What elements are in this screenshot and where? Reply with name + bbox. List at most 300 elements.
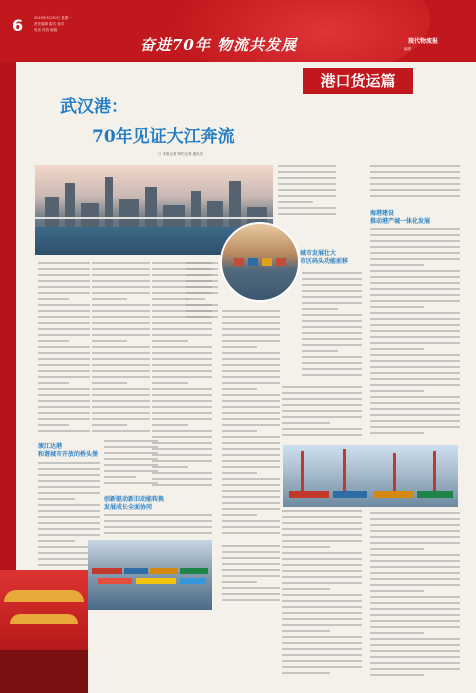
text-line xyxy=(92,364,150,366)
text-line xyxy=(92,418,150,420)
text-line xyxy=(222,430,257,432)
building xyxy=(45,197,59,227)
text-line xyxy=(222,472,257,474)
text-line xyxy=(222,394,280,396)
text-line xyxy=(370,408,460,410)
text-line xyxy=(302,332,362,334)
text-line xyxy=(222,412,280,414)
building xyxy=(105,177,113,227)
container-stack xyxy=(333,491,367,498)
text-line xyxy=(104,482,158,484)
subhead-4: 海港建设 推动港产城一体化发展 xyxy=(370,210,431,225)
text-line xyxy=(222,346,257,348)
text-line xyxy=(222,490,280,492)
text-line xyxy=(370,590,424,592)
text-line xyxy=(370,306,424,308)
text-line xyxy=(38,370,90,372)
text-line xyxy=(370,396,460,398)
text-line xyxy=(302,302,362,304)
text-line xyxy=(38,516,100,518)
text-line xyxy=(104,464,158,466)
text-line xyxy=(38,364,90,366)
text-line xyxy=(38,304,90,306)
text-line xyxy=(370,342,460,344)
river-bridge xyxy=(35,217,273,219)
text-line xyxy=(370,300,460,302)
text-line xyxy=(278,177,336,179)
text-line xyxy=(370,264,424,266)
text-line xyxy=(222,502,280,504)
text-line xyxy=(302,278,362,280)
text-line xyxy=(104,476,136,478)
text-line xyxy=(222,514,257,516)
text-line xyxy=(104,452,158,454)
text-line xyxy=(38,510,100,512)
text-line xyxy=(370,608,460,610)
text-column-2b xyxy=(104,440,158,492)
text-line xyxy=(92,286,150,288)
text-line xyxy=(152,478,212,480)
text-line xyxy=(222,532,280,534)
text-line xyxy=(370,536,460,538)
article-byline: □ 本报记者 特约记者 通讯员 xyxy=(158,152,204,156)
text-line xyxy=(38,468,100,470)
text-line xyxy=(38,328,90,330)
text-line xyxy=(282,552,362,554)
text-line xyxy=(370,276,460,278)
text-line xyxy=(152,418,212,420)
tiananmen-decoration xyxy=(0,570,88,693)
text-line xyxy=(370,195,460,197)
text-line xyxy=(282,666,362,668)
building xyxy=(229,181,241,227)
text-line xyxy=(370,384,460,386)
header-meta xyxy=(34,15,184,33)
gate-roof-lower xyxy=(10,614,78,624)
text-line xyxy=(104,532,212,534)
text-line xyxy=(370,246,460,248)
container xyxy=(234,258,244,266)
text-line xyxy=(92,322,150,324)
text-line xyxy=(152,454,212,456)
text-column-5b xyxy=(302,272,362,382)
text-line xyxy=(302,326,362,328)
text-line xyxy=(38,352,90,354)
text-line xyxy=(370,674,424,676)
text-line xyxy=(92,376,150,378)
text-line xyxy=(38,492,100,494)
text-line xyxy=(38,286,90,288)
text-line xyxy=(302,344,362,346)
text-line xyxy=(302,320,362,322)
text-line xyxy=(282,576,362,578)
text-line xyxy=(370,354,460,356)
text-line xyxy=(222,322,280,324)
text-line xyxy=(92,304,150,306)
text-line xyxy=(370,234,460,236)
text-line xyxy=(370,324,460,326)
text-line xyxy=(186,316,218,318)
container-stack xyxy=(180,568,208,574)
text-line xyxy=(38,262,90,264)
text-line xyxy=(302,350,338,352)
text-line xyxy=(38,540,75,542)
text-line xyxy=(370,530,460,532)
container-stack xyxy=(92,568,122,574)
text-line xyxy=(38,394,90,396)
text-line xyxy=(222,364,280,366)
text-line xyxy=(282,612,362,614)
text-line xyxy=(38,480,100,482)
section-title: 港口货运篇 xyxy=(303,68,413,94)
text-line xyxy=(222,406,280,408)
container-stack xyxy=(417,491,453,498)
container-stack xyxy=(98,578,132,584)
text-line xyxy=(282,648,362,650)
text-line xyxy=(92,430,150,432)
text-line xyxy=(370,512,460,514)
meta-line: 责任编辑 版式 校对 xyxy=(34,22,65,26)
text-line xyxy=(282,672,330,674)
text-line xyxy=(92,310,150,312)
text-line xyxy=(370,524,460,526)
text-line xyxy=(38,280,90,282)
text-line xyxy=(222,569,280,571)
text-line xyxy=(370,662,460,664)
text-line xyxy=(104,526,212,528)
text-line xyxy=(302,296,362,298)
text-line xyxy=(282,546,330,548)
text-line xyxy=(282,534,362,536)
text-line xyxy=(282,588,330,590)
text-line xyxy=(38,334,90,336)
text-line xyxy=(370,560,460,562)
text-line xyxy=(92,292,150,294)
text-line xyxy=(282,594,362,596)
text-line xyxy=(38,406,90,408)
text-line xyxy=(38,412,90,414)
building xyxy=(119,199,139,227)
paper-name: 现代物流报 xyxy=(408,38,439,45)
text-line xyxy=(278,189,336,191)
text-line xyxy=(92,412,150,414)
text-line xyxy=(282,386,362,388)
building xyxy=(81,203,99,227)
text-line xyxy=(38,358,90,360)
text-line xyxy=(370,614,460,616)
text-line xyxy=(186,268,218,270)
text-column-6c xyxy=(370,512,460,680)
text-line xyxy=(370,402,460,404)
header-slogan: 奋进70年 物流共发展 xyxy=(140,36,298,54)
text-column-2a xyxy=(92,262,150,440)
text-line xyxy=(186,292,218,294)
container-stack xyxy=(150,568,178,574)
crane xyxy=(343,449,346,491)
text-line xyxy=(370,390,424,392)
building xyxy=(65,183,75,227)
text-line xyxy=(370,578,460,580)
text-line xyxy=(370,360,460,362)
text-line xyxy=(278,213,336,215)
text-line xyxy=(370,189,460,191)
text-line xyxy=(38,382,69,384)
text-line xyxy=(222,328,280,330)
text-line xyxy=(38,486,100,488)
text-line xyxy=(222,436,280,438)
article-title-line2: 70年见证大江奔流 xyxy=(92,127,235,147)
text-line xyxy=(370,542,460,544)
text-line xyxy=(92,274,150,276)
text-line xyxy=(38,316,90,318)
text-line xyxy=(222,448,280,450)
text-line xyxy=(186,304,218,306)
text-line xyxy=(222,520,280,522)
text-line xyxy=(370,372,460,374)
text-line xyxy=(152,352,212,354)
text-line xyxy=(282,434,362,436)
text-line xyxy=(38,424,69,426)
text-line xyxy=(152,436,212,438)
text-line xyxy=(282,654,362,656)
meta-line: 电话 传真 邮箱 xyxy=(34,28,58,32)
text-line xyxy=(278,183,336,185)
text-line xyxy=(152,484,212,486)
container-stack xyxy=(124,568,148,574)
text-line xyxy=(222,418,280,420)
container-stack xyxy=(289,491,329,498)
text-line xyxy=(38,418,90,420)
text-line xyxy=(92,268,150,270)
text-column-4a xyxy=(222,310,280,540)
text-line xyxy=(152,328,212,330)
text-line xyxy=(222,358,280,360)
text-line xyxy=(222,334,280,336)
text-line xyxy=(186,274,218,276)
text-line xyxy=(152,430,212,432)
building xyxy=(145,187,157,227)
container-stack xyxy=(180,578,206,584)
text-line xyxy=(302,368,362,370)
text-line xyxy=(104,446,158,448)
text-line xyxy=(302,362,362,364)
gate-roof xyxy=(4,590,84,602)
text-line xyxy=(152,382,188,384)
text-line xyxy=(92,358,150,360)
crane xyxy=(433,451,436,491)
text-line xyxy=(222,316,280,318)
text-line xyxy=(222,478,280,480)
text-line xyxy=(282,428,362,430)
crane xyxy=(393,453,396,491)
text-line xyxy=(282,606,362,608)
text-line xyxy=(38,340,69,342)
text-line xyxy=(302,356,362,358)
text-line xyxy=(92,400,150,402)
text-line xyxy=(302,290,362,292)
building xyxy=(191,191,201,227)
text-line xyxy=(152,376,212,378)
text-line xyxy=(92,328,150,330)
text-line xyxy=(38,462,100,464)
text-line xyxy=(92,406,150,408)
page-number: 6 xyxy=(12,16,24,35)
text-line xyxy=(370,620,460,622)
text-line xyxy=(222,310,280,312)
text-line xyxy=(370,626,460,628)
text-line xyxy=(282,660,362,662)
text-line xyxy=(222,496,280,498)
text-line xyxy=(186,310,218,312)
text-line xyxy=(92,346,150,348)
text-line xyxy=(222,545,280,547)
text-line xyxy=(152,394,212,396)
page-header xyxy=(0,0,476,62)
text-line xyxy=(222,557,280,559)
text-column-2c xyxy=(104,514,212,538)
text-line xyxy=(222,484,280,486)
text-line xyxy=(370,584,460,586)
text-line xyxy=(104,520,212,522)
text-line xyxy=(152,460,212,462)
text-line xyxy=(282,624,362,626)
text-line xyxy=(92,370,150,372)
text-line xyxy=(222,526,280,528)
text-line xyxy=(302,314,362,316)
text-line xyxy=(38,298,69,300)
text-line xyxy=(92,280,150,282)
text-line xyxy=(222,376,280,378)
text-line xyxy=(222,508,280,510)
text-line xyxy=(282,516,362,518)
text-line xyxy=(282,558,362,560)
text-line xyxy=(152,346,212,348)
text-line xyxy=(152,406,212,408)
text-line xyxy=(370,632,424,634)
building xyxy=(163,205,185,227)
text-column-6b xyxy=(370,228,460,438)
container-stack xyxy=(136,578,176,584)
text-line xyxy=(370,171,460,173)
text-line xyxy=(92,340,127,342)
text-line xyxy=(222,460,280,462)
text-line xyxy=(302,374,362,376)
text-line xyxy=(222,551,280,553)
text-line xyxy=(370,638,460,640)
text-line xyxy=(92,298,127,300)
text-column-1a xyxy=(38,262,90,440)
text-line xyxy=(38,430,90,432)
text-line xyxy=(104,514,212,516)
text-line xyxy=(282,618,362,620)
text-line xyxy=(152,322,212,324)
subhead-1: 滚江达港 和谐城市开放的桥头堡 xyxy=(38,443,99,458)
photo-container-yard xyxy=(88,540,212,610)
text-line xyxy=(302,308,338,310)
text-column-5d xyxy=(282,510,362,680)
text-line xyxy=(370,572,460,574)
article-title-line1: 武汉港： xyxy=(60,97,128,117)
text-line xyxy=(370,602,460,604)
text-line xyxy=(38,498,75,500)
text-line xyxy=(222,454,280,456)
text-line xyxy=(38,268,90,270)
container-stack xyxy=(373,491,413,498)
text-line xyxy=(186,286,218,288)
text-line xyxy=(302,338,362,340)
text-line xyxy=(152,334,212,336)
text-line xyxy=(282,404,362,406)
text-line xyxy=(302,272,362,274)
text-line xyxy=(92,382,127,384)
text-line xyxy=(38,376,90,378)
building xyxy=(207,201,223,227)
text-line xyxy=(370,518,460,520)
text-line xyxy=(186,280,218,282)
text-line xyxy=(370,336,460,338)
text-line xyxy=(104,470,158,472)
text-line xyxy=(370,548,424,550)
text-line xyxy=(152,358,212,360)
text-line xyxy=(222,593,280,595)
text-line xyxy=(370,426,460,428)
text-line xyxy=(92,262,150,264)
text-line xyxy=(370,644,460,646)
text-line xyxy=(152,472,212,474)
text-line xyxy=(370,294,460,296)
text-line xyxy=(38,504,100,506)
text-line xyxy=(38,292,90,294)
edition-label: 编辑 xyxy=(404,47,411,51)
text-line xyxy=(92,424,127,426)
text-line xyxy=(222,400,280,402)
text-line xyxy=(222,388,257,390)
text-line xyxy=(278,201,313,203)
gate-base xyxy=(0,650,88,693)
text-line xyxy=(92,394,150,396)
text-line xyxy=(282,398,362,400)
text-line xyxy=(222,424,280,426)
text-line xyxy=(92,334,150,336)
text-line xyxy=(38,522,100,524)
text-line xyxy=(92,352,150,354)
text-column-5a xyxy=(278,165,336,223)
text-line xyxy=(282,582,362,584)
text-line xyxy=(282,422,330,424)
text-line xyxy=(370,228,460,230)
text-line xyxy=(38,346,90,348)
text-line xyxy=(370,668,460,670)
text-line xyxy=(370,240,460,242)
text-line xyxy=(282,510,362,512)
text-line xyxy=(370,378,460,380)
text-line xyxy=(370,252,460,254)
subhead-2: 城市发展壮大 市区码头功能前移 xyxy=(300,250,349,265)
text-line xyxy=(370,282,460,284)
text-line xyxy=(152,466,188,468)
text-line xyxy=(370,177,460,179)
container xyxy=(262,258,272,266)
text-line xyxy=(38,400,90,402)
text-line xyxy=(222,599,280,601)
text-line xyxy=(370,270,460,272)
text-line xyxy=(222,340,280,342)
text-line xyxy=(222,466,280,468)
text-line xyxy=(222,442,280,444)
text-line xyxy=(278,171,336,173)
text-line xyxy=(370,414,460,416)
text-line xyxy=(370,330,460,332)
